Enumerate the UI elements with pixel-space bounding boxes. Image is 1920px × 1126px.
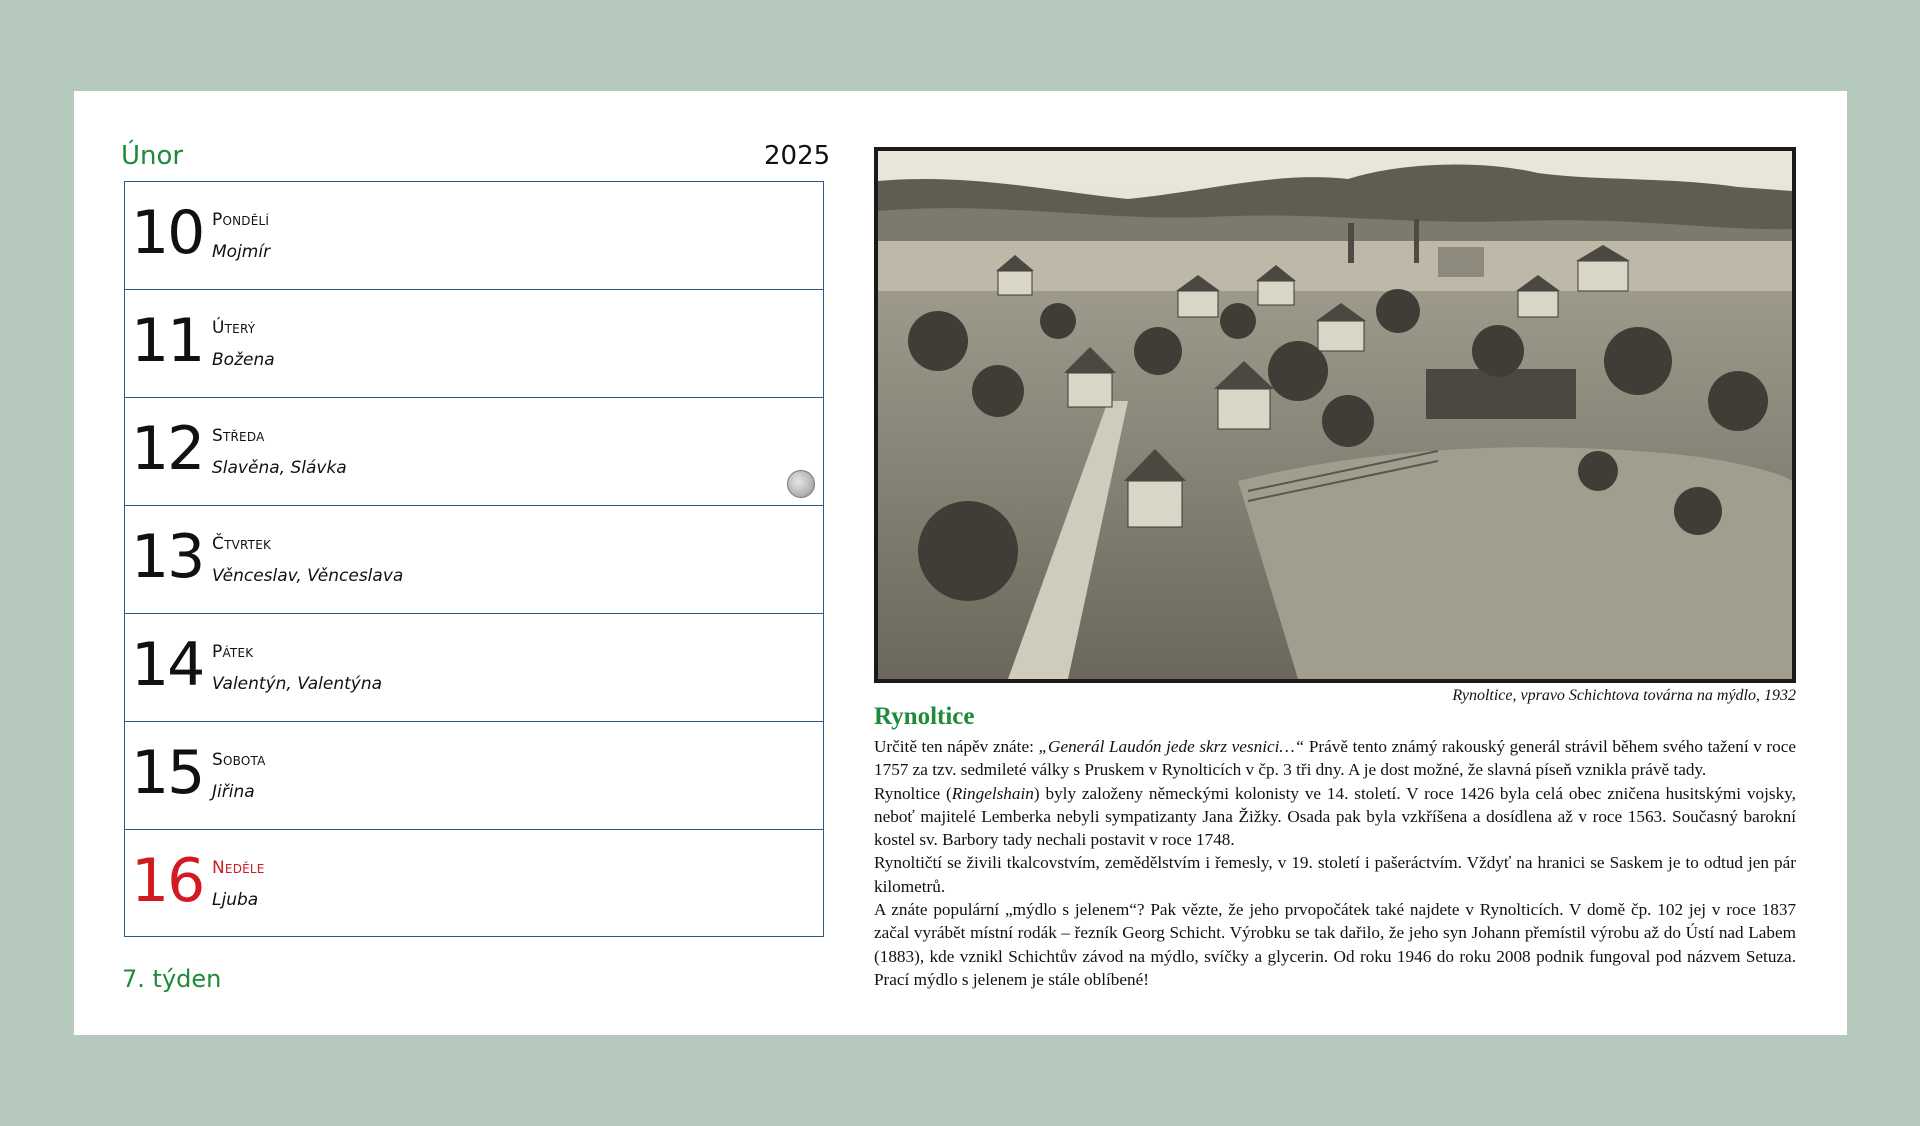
article-text: Rynoltice (: [874, 783, 952, 803]
day-row: [125, 398, 823, 506]
article-quote: „Generál Laudón jede skrz vesnici…“: [1038, 737, 1305, 756]
weekday-name: Neděle: [212, 858, 265, 878]
year-label: 2025: [764, 141, 831, 171]
day-number: 15: [131, 738, 204, 808]
day-number: 12: [131, 414, 204, 484]
day-number: 10: [131, 198, 204, 268]
photo-caption: Rynoltice, vpravo Schichtova továrna na mýdlo, 1932: [1452, 687, 1796, 704]
name-day: Ljuba: [212, 890, 259, 910]
article-paragraph: Rynoltičtí se živili tkalcovstvím, zemědělstvím i řemesly, v 19. století i pašeráctvím. Vždyť na hranici se Saskem je to odtud jen pár kilometrů.: [874, 853, 1796, 896]
name-day: Věnceslav, Věnceslava: [212, 566, 404, 586]
name-day: Mojmír: [212, 242, 271, 262]
historical-photo-frame: [874, 147, 1796, 683]
article-paragraph: [874, 735, 1796, 782]
article-text: Určitě ten nápěv znáte:: [874, 737, 1039, 756]
name-day: Božena: [212, 350, 275, 370]
day-number: 13: [131, 522, 204, 592]
article-paragraph: [874, 782, 1796, 852]
article-title: Rynoltice: [874, 703, 975, 730]
weekday-name: Pátek: [212, 642, 254, 662]
day-row: [125, 290, 823, 398]
name-day: Jiřina: [212, 782, 255, 802]
month-label: Únor: [121, 141, 184, 171]
day-number: 14: [131, 630, 204, 700]
day-row: [125, 182, 823, 290]
day-number: 11: [131, 306, 204, 376]
article-body: [874, 735, 1796, 991]
village-photo: [878, 151, 1792, 679]
weekday-name: Čtvrtek: [212, 534, 272, 554]
article-text: Právě tento známý rakouský generál strávil během svého tažení v roce 1757 za tzv. sedmileté války s Pruskem v Rynolticích v čp. 3 tři dny. A je dost možné, že slavná píseň vznikla právě tady.: [874, 737, 1797, 780]
article-paragraph: A znáte populární „mýdlo s jelenem“? Pak vězte, že jeho prvopočátek také najdete v Rynolticích. V domě čp. 102 jej v roce 1837 začal vyrábět místní rodák – řezník Georg Schicht. Výrobku se tak dařilo, že jeho syn Johann přemístil výrobu až do Ústí nad Labem (1883), kde vznikl Schichtův závod na mýdlo, svíčky a glycerin. Od roku 1946 do roku 2008 podnik fungoval pod názvem Setuza. Prací mýdlo s jelenem je stále oblíbené!: [874, 900, 1796, 989]
day-row: [125, 506, 823, 614]
weekday-name: Sobota: [212, 750, 266, 770]
weekday-name: Středa: [212, 426, 265, 446]
article-italic: Ringelshain: [951, 783, 1034, 803]
day-row: [125, 722, 823, 830]
village-photo-illustration: [878, 151, 1792, 679]
full-moon-icon: [787, 470, 815, 498]
name-day: Valentýn, Valentýna: [212, 674, 383, 694]
day-number: 16: [131, 846, 204, 916]
weekday-name: Pondělí: [212, 210, 270, 230]
day-list: [124, 181, 824, 937]
article-text: ) byly založeny německými kolonisty ve 14. století. V roce 1426 byla celá obec zničena husitskými vojsky, neboť majitelé Lemberka nebyli sympatizanty Jana Žižky. Osada pak byla vzkříšena a dosídlena až v roce 1563. Současný barokní kostel sv. Barbory tady nechali postavit v roce 1748.: [874, 783, 1796, 850]
day-row: [125, 614, 823, 722]
weekday-name: Úterý: [212, 318, 256, 338]
week-label: 7. týden: [122, 965, 222, 993]
name-day: Slavěna, Slávka: [212, 458, 347, 478]
calendar-page: [74, 91, 1847, 1035]
day-row-sunday: [125, 830, 823, 938]
